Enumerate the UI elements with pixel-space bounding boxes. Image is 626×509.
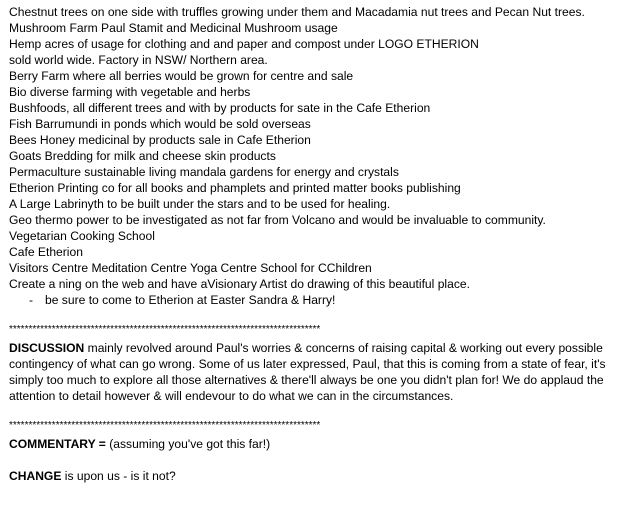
commentary-text: (assuming you've got this far!) (105, 437, 271, 451)
change-text: is upon us - is it not? (61, 469, 176, 483)
list-item: sold world wide. Factory in NSW/ Northern area. (9, 53, 268, 67)
discussion-keyword: DISCUSSION (9, 341, 85, 355)
commentary-line (9, 436, 621, 452)
list-item: Create a ning on the web and have aVisionary Artist do drawing of this beautiful place. (9, 277, 470, 291)
discussion-text: mainly revolved around Paul's worries & concerns of raising capital & working out every possible contingency of what can go wrong. Some of us later expressed, Paul, that this is coming from a state of fear, it's simply too much to explore all those alternatives & there'll always be one you didn't plan for! We do applaud the attention to detail however & will endevour to do what we can in the circumstances. (9, 341, 606, 403)
list-item: Hemp acres of usage for clothing and and paper and compost under LOGO ETHERION (9, 37, 479, 51)
list-item: Etherion Printing co for all books and phamplets and printed matter books publishing (9, 181, 461, 195)
asterisk-separator-2: ******************************************************************************** (9, 420, 321, 431)
list-item: Bushfoods, all different trees and with by products for sate in the Cafe Etherion (9, 101, 431, 115)
spacer (9, 452, 621, 468)
list-item: A Large Labrinyth to be built under the stars and to be used for healing. (9, 197, 391, 211)
list-item: Berry Farm where all berries would be grown for centre and sale (9, 69, 354, 83)
list-item: Goats Bredding for milk and cheese skin products (9, 149, 276, 163)
bullet-note (9, 292, 621, 308)
list-item: Permaculture sustainable living mandala gardens for energy and crystals (9, 165, 399, 179)
bullet-note-text: be sure to come to Etherion at Easter Sandra & Harry! (45, 293, 336, 307)
list-item: Cafe Etherion (9, 245, 83, 259)
document-body (9, 4, 621, 484)
discussion-paragraph (9, 340, 621, 404)
list-item: Bees Honey medicinal by products sale in Cafe Etherion (9, 133, 311, 147)
change-keyword: CHANGE (9, 469, 62, 483)
list-item: Fish Barrumundi in ponds which would be sold overseas (9, 117, 311, 131)
asterisk-separator: ******************************************************************************** (9, 324, 321, 335)
list-item: Geo thermo power to be investigated as not far from Volcano and would be invaluable to community. (9, 213, 546, 227)
proposal-list (9, 4, 621, 292)
change-line (9, 468, 621, 484)
list-item: Visitors Centre Meditation Centre Yoga Centre School for CChildren (9, 261, 372, 275)
list-item: Bio diverse farming with vegetable and herbs (9, 85, 251, 99)
commentary-keyword: COMMENTARY = (9, 437, 106, 451)
list-item: Vegetarian Cooking School (9, 229, 155, 243)
list-item: Chestnut trees on one side with truffles growing under them and Macadamia nut trees and Pecan Nut trees. (9, 5, 585, 19)
list-item: Mushroom Farm Paul Stamit and Medicinal Mushroom usage (9, 21, 338, 35)
bullet-dash: - (29, 293, 34, 307)
